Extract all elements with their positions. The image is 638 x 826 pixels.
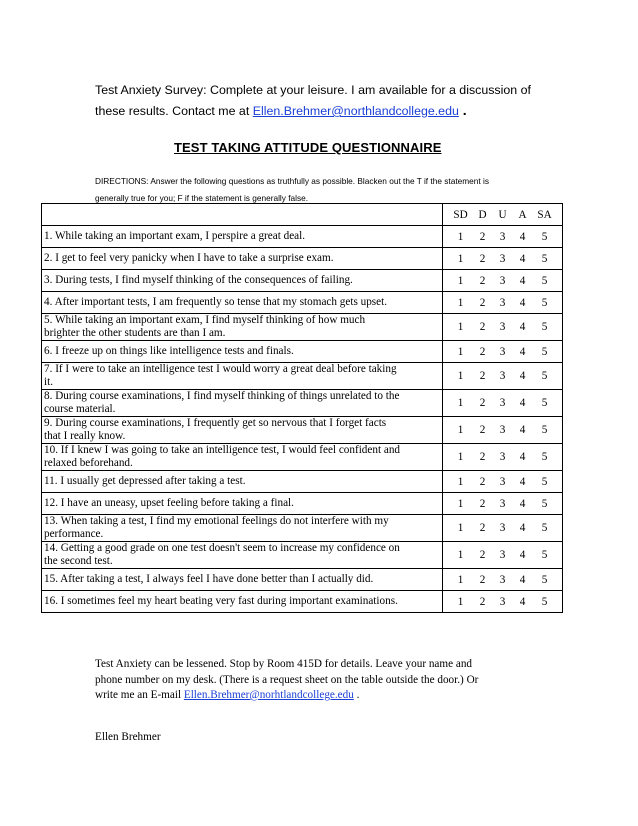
question-text-line-1: 11. I usually get depressed after taking a test. xyxy=(44,475,246,487)
question-text-line-1: 6. I freeze up on things like intelligence tests and finals. xyxy=(44,345,294,357)
rating-option-5[interactable]: 5 xyxy=(541,573,548,586)
question-row xyxy=(42,363,563,390)
rating-option-1[interactable]: 1 xyxy=(457,573,464,586)
closing-email-link[interactable]: Ellen.Brehmer@norhtlandcollege.edu xyxy=(183,689,354,701)
rating-option-5[interactable]: 5 xyxy=(541,230,548,243)
rating-option-1[interactable]: 1 xyxy=(457,475,464,488)
question-row xyxy=(42,542,563,569)
closing-line-3-suffix: . xyxy=(353,689,360,701)
question-text-line-1: 16. I sometimes feel my heart beating very fast during important examinations. xyxy=(44,595,398,607)
rating-option-3[interactable]: 3 xyxy=(499,451,506,463)
rating-option-5[interactable]: 5 xyxy=(541,274,548,287)
question-row xyxy=(42,292,563,314)
closing-paragraph xyxy=(95,657,545,704)
rating-option-4[interactable]: 4 xyxy=(519,549,526,561)
rating-option-1[interactable]: 1 xyxy=(457,345,464,358)
question-text-line-1: 15. After taking a test, I always feel I have done better than I actually did. xyxy=(44,573,374,585)
question-row xyxy=(42,248,563,270)
question-text-line-2: relaxed beforehand. xyxy=(44,457,133,469)
directions-line-2: generally true for you; F if the statement is generally false. xyxy=(95,193,309,203)
rating-option-5[interactable]: 5 xyxy=(541,397,548,409)
question-row xyxy=(42,417,563,444)
rating-option-2[interactable]: 2 xyxy=(479,370,486,382)
rating-option-3[interactable]: 3 xyxy=(499,497,506,510)
rating-option-3[interactable]: 3 xyxy=(499,522,506,534)
directions xyxy=(95,173,555,207)
header-blank-cell xyxy=(42,204,443,226)
rating-option-3[interactable]: 3 xyxy=(499,397,506,409)
question-statement xyxy=(42,363,443,390)
intro-paragraph xyxy=(95,80,565,121)
rating-option-3[interactable]: 3 xyxy=(499,274,506,287)
rating-option-4[interactable]: 4 xyxy=(519,522,526,534)
question-text-line-1: 10. If I knew I was going to take an intelligence test, I would feel confident and xyxy=(44,444,401,456)
rating-option-1[interactable]: 1 xyxy=(457,230,464,243)
question-text-line-1: 5. While taking an important exam, I find myself thinking of how much xyxy=(44,314,366,326)
rating-option-5[interactable]: 5 xyxy=(541,345,548,358)
scale-header-a: A xyxy=(518,208,527,221)
rating-option-1[interactable]: 1 xyxy=(457,595,464,608)
rating-option-3[interactable]: 3 xyxy=(499,252,506,265)
rating-option-1[interactable]: 1 xyxy=(457,252,464,265)
rating-option-4[interactable]: 4 xyxy=(519,573,526,586)
question-text-line-1: 14. Getting a good grade on one test doesn't seem to increase my confidence on xyxy=(44,542,400,554)
question-statement xyxy=(42,292,443,314)
rating-option-4[interactable]: 4 xyxy=(519,424,526,436)
rating-scale xyxy=(443,270,563,292)
question-row xyxy=(42,314,563,341)
rating-option-5[interactable]: 5 xyxy=(541,595,548,608)
rating-scale xyxy=(443,417,563,444)
rating-scale xyxy=(443,390,563,417)
question-text-line-1: 4. After important tests, I am frequently so tense that my stomach gets upset. xyxy=(44,296,388,308)
question-text-line-1: 12. I have an uneasy, upset feeling before taking a final. xyxy=(44,497,294,509)
rating-option-2[interactable]: 2 xyxy=(479,230,486,243)
rating-option-2[interactable]: 2 xyxy=(479,397,486,409)
question-text-line-1: 3. During tests, I find myself thinking of the consequences of failing. xyxy=(44,274,353,286)
question-row xyxy=(42,591,563,613)
question-statement xyxy=(42,493,443,515)
contact-email-link[interactable]: Ellen.Brehmer@northlandcollege.edu xyxy=(252,104,459,118)
closing-line-3-prefix: write me an E-mail xyxy=(95,689,184,701)
rating-option-2[interactable]: 2 xyxy=(479,451,486,463)
question-statement xyxy=(42,226,443,248)
question-row xyxy=(42,493,563,515)
rating-option-1[interactable]: 1 xyxy=(457,451,464,463)
question-statement xyxy=(42,390,443,417)
rating-option-3[interactable]: 3 xyxy=(499,424,506,436)
rating-option-2[interactable]: 2 xyxy=(479,549,486,561)
question-text-line-2: brighter the other students are than I am. xyxy=(44,327,226,339)
rating-option-4[interactable]: 4 xyxy=(519,321,526,333)
rating-option-2[interactable]: 2 xyxy=(479,296,486,309)
rating-option-2[interactable]: 2 xyxy=(479,345,486,358)
closing-line-2: phone number on my desk. (There is a request sheet on the table outside the door.) Or xyxy=(95,673,479,686)
question-row xyxy=(42,444,563,471)
question-row xyxy=(42,569,563,591)
rating-scale xyxy=(443,493,563,515)
question-statement xyxy=(42,515,443,542)
rating-option-3[interactable]: 3 xyxy=(499,549,506,561)
rating-option-5[interactable]: 5 xyxy=(541,497,548,510)
question-row xyxy=(42,471,563,493)
question-row xyxy=(42,515,563,542)
rating-scale xyxy=(443,569,563,591)
question-statement xyxy=(42,341,443,363)
question-statement xyxy=(42,248,443,270)
intro-line-2-suffix: . xyxy=(458,102,467,118)
rating-option-4[interactable]: 4 xyxy=(519,370,526,382)
question-text-line-1: 9. During course examinations, I frequently get so nervous that I forget facts xyxy=(44,417,387,429)
scale-header-cell xyxy=(443,204,563,226)
scale-header-sa: SA xyxy=(537,208,552,221)
rating-option-1[interactable]: 1 xyxy=(457,549,464,561)
rating-option-4[interactable]: 4 xyxy=(519,345,526,358)
question-statement xyxy=(42,591,443,613)
rating-option-4[interactable]: 4 xyxy=(519,397,526,409)
rating-option-1[interactable]: 1 xyxy=(457,274,464,287)
intro-line-1: Test Anxiety Survey: Complete at your leisure. I am available for a discussion of xyxy=(95,83,531,97)
rating-option-5[interactable]: 5 xyxy=(541,321,548,333)
rating-option-2[interactable]: 2 xyxy=(479,424,486,436)
question-row xyxy=(42,390,563,417)
rating-scale xyxy=(443,471,563,493)
scale-header-row xyxy=(42,204,563,226)
scale-header-d: D xyxy=(478,208,487,221)
rating-option-5[interactable]: 5 xyxy=(541,549,548,561)
rating-option-1[interactable]: 1 xyxy=(457,522,464,534)
closing-line-3 xyxy=(95,688,545,704)
rating-option-2[interactable]: 2 xyxy=(479,321,486,333)
question-statement xyxy=(42,270,443,292)
rating-option-5[interactable]: 5 xyxy=(541,522,548,534)
rating-option-4[interactable]: 4 xyxy=(519,595,526,608)
rating-option-1[interactable]: 1 xyxy=(457,497,464,510)
rating-scale xyxy=(443,542,563,569)
rating-option-4[interactable]: 4 xyxy=(519,451,526,463)
question-statement xyxy=(42,314,443,341)
rating-scale xyxy=(443,591,563,613)
rating-option-5[interactable]: 5 xyxy=(541,475,548,488)
closing-line-1: Test Anxiety can be lessened. Stop by Room 415D for details. Leave your name and xyxy=(95,658,473,670)
intro-line-2-prefix: these results. Contact me at xyxy=(95,104,253,118)
question-statement xyxy=(42,471,443,493)
rating-option-3[interactable]: 3 xyxy=(499,370,506,382)
rating-option-3[interactable]: 3 xyxy=(499,345,506,358)
question-row xyxy=(42,341,563,363)
directions-line-1: DIRECTIONS: Answer the following questions as truthfully as possible. Blacken out the T if the statement is xyxy=(95,176,489,186)
question-text-line-2: performance. xyxy=(44,528,104,540)
question-text-line-2: that I really know. xyxy=(44,430,126,442)
rating-scale xyxy=(443,363,563,390)
rating-scale xyxy=(443,248,563,270)
question-text-line-1: 1. While taking an important exam, I perspire a great deal. xyxy=(44,230,306,242)
rating-scale xyxy=(443,226,563,248)
question-statement xyxy=(42,444,443,471)
rating-option-2[interactable]: 2 xyxy=(479,573,486,586)
question-text-line-2: it. xyxy=(44,376,54,388)
rating-option-3[interactable]: 3 xyxy=(499,230,506,243)
questionnaire-table-body xyxy=(42,204,563,613)
rating-option-3[interactable]: 3 xyxy=(499,475,506,488)
rating-option-2[interactable]: 2 xyxy=(479,274,486,287)
question-text-line-2: course material. xyxy=(44,403,116,415)
intro-line-2 xyxy=(95,100,565,121)
rating-option-2[interactable]: 2 xyxy=(479,252,486,265)
rating-option-4[interactable]: 4 xyxy=(519,497,526,510)
rating-scale xyxy=(443,515,563,542)
question-text-line-1: 8. During course examinations, I find myself thinking of things unrelated to the xyxy=(44,390,400,402)
scale-header-sd: SD xyxy=(453,208,468,221)
rating-scale xyxy=(443,314,563,341)
question-row xyxy=(42,226,563,248)
rating-option-2[interactable]: 2 xyxy=(479,595,486,608)
rating-scale xyxy=(443,341,563,363)
question-row xyxy=(42,270,563,292)
question-text-line-1: 2. I get to feel very panicky when I have to take a surprise exam. xyxy=(44,252,334,264)
rating-option-5[interactable]: 5 xyxy=(541,296,548,309)
rating-option-3[interactable]: 3 xyxy=(499,321,506,333)
rating-option-3[interactable]: 3 xyxy=(499,296,506,309)
rating-option-4[interactable]: 4 xyxy=(519,274,526,287)
rating-option-5[interactable]: 5 xyxy=(541,252,548,265)
rating-option-1[interactable]: 1 xyxy=(457,370,464,382)
signature: Ellen Brehmer xyxy=(95,731,161,743)
rating-option-2[interactable]: 2 xyxy=(479,475,486,488)
question-statement xyxy=(42,417,443,444)
question-text-line-1: 7. If I were to take an intelligence test I would worry a great deal before taking xyxy=(44,363,397,375)
rating-option-2[interactable]: 2 xyxy=(479,497,486,510)
rating-option-3[interactable]: 3 xyxy=(499,573,506,586)
question-statement xyxy=(42,542,443,569)
rating-option-1[interactable]: 1 xyxy=(457,397,464,409)
rating-option-3[interactable]: 3 xyxy=(499,595,506,608)
question-statement xyxy=(42,569,443,591)
rating-option-4[interactable]: 4 xyxy=(519,230,526,243)
question-text-line-2: the second test. xyxy=(44,555,113,567)
rating-option-1[interactable]: 1 xyxy=(457,424,464,436)
rating-option-5[interactable]: 5 xyxy=(541,451,548,463)
rating-option-5[interactable]: 5 xyxy=(541,424,548,436)
questionnaire-table xyxy=(41,203,563,613)
rating-scale xyxy=(443,444,563,471)
questionnaire-title: TEST TAKING ATTITUDE QUESTIONNAIRE xyxy=(174,140,442,155)
rating-option-4[interactable]: 4 xyxy=(519,296,526,309)
rating-option-4[interactable]: 4 xyxy=(519,252,526,265)
scale-header-u: U xyxy=(498,208,507,221)
question-text-line-1: 13. When taking a test, I find my emotional feelings do not interfere with my xyxy=(44,515,389,527)
rating-option-5[interactable]: 5 xyxy=(541,370,548,382)
rating-option-2[interactable]: 2 xyxy=(479,522,486,534)
rating-option-1[interactable]: 1 xyxy=(457,321,464,333)
rating-option-1[interactable]: 1 xyxy=(457,296,464,309)
rating-option-4[interactable]: 4 xyxy=(519,475,526,488)
rating-scale xyxy=(443,292,563,314)
